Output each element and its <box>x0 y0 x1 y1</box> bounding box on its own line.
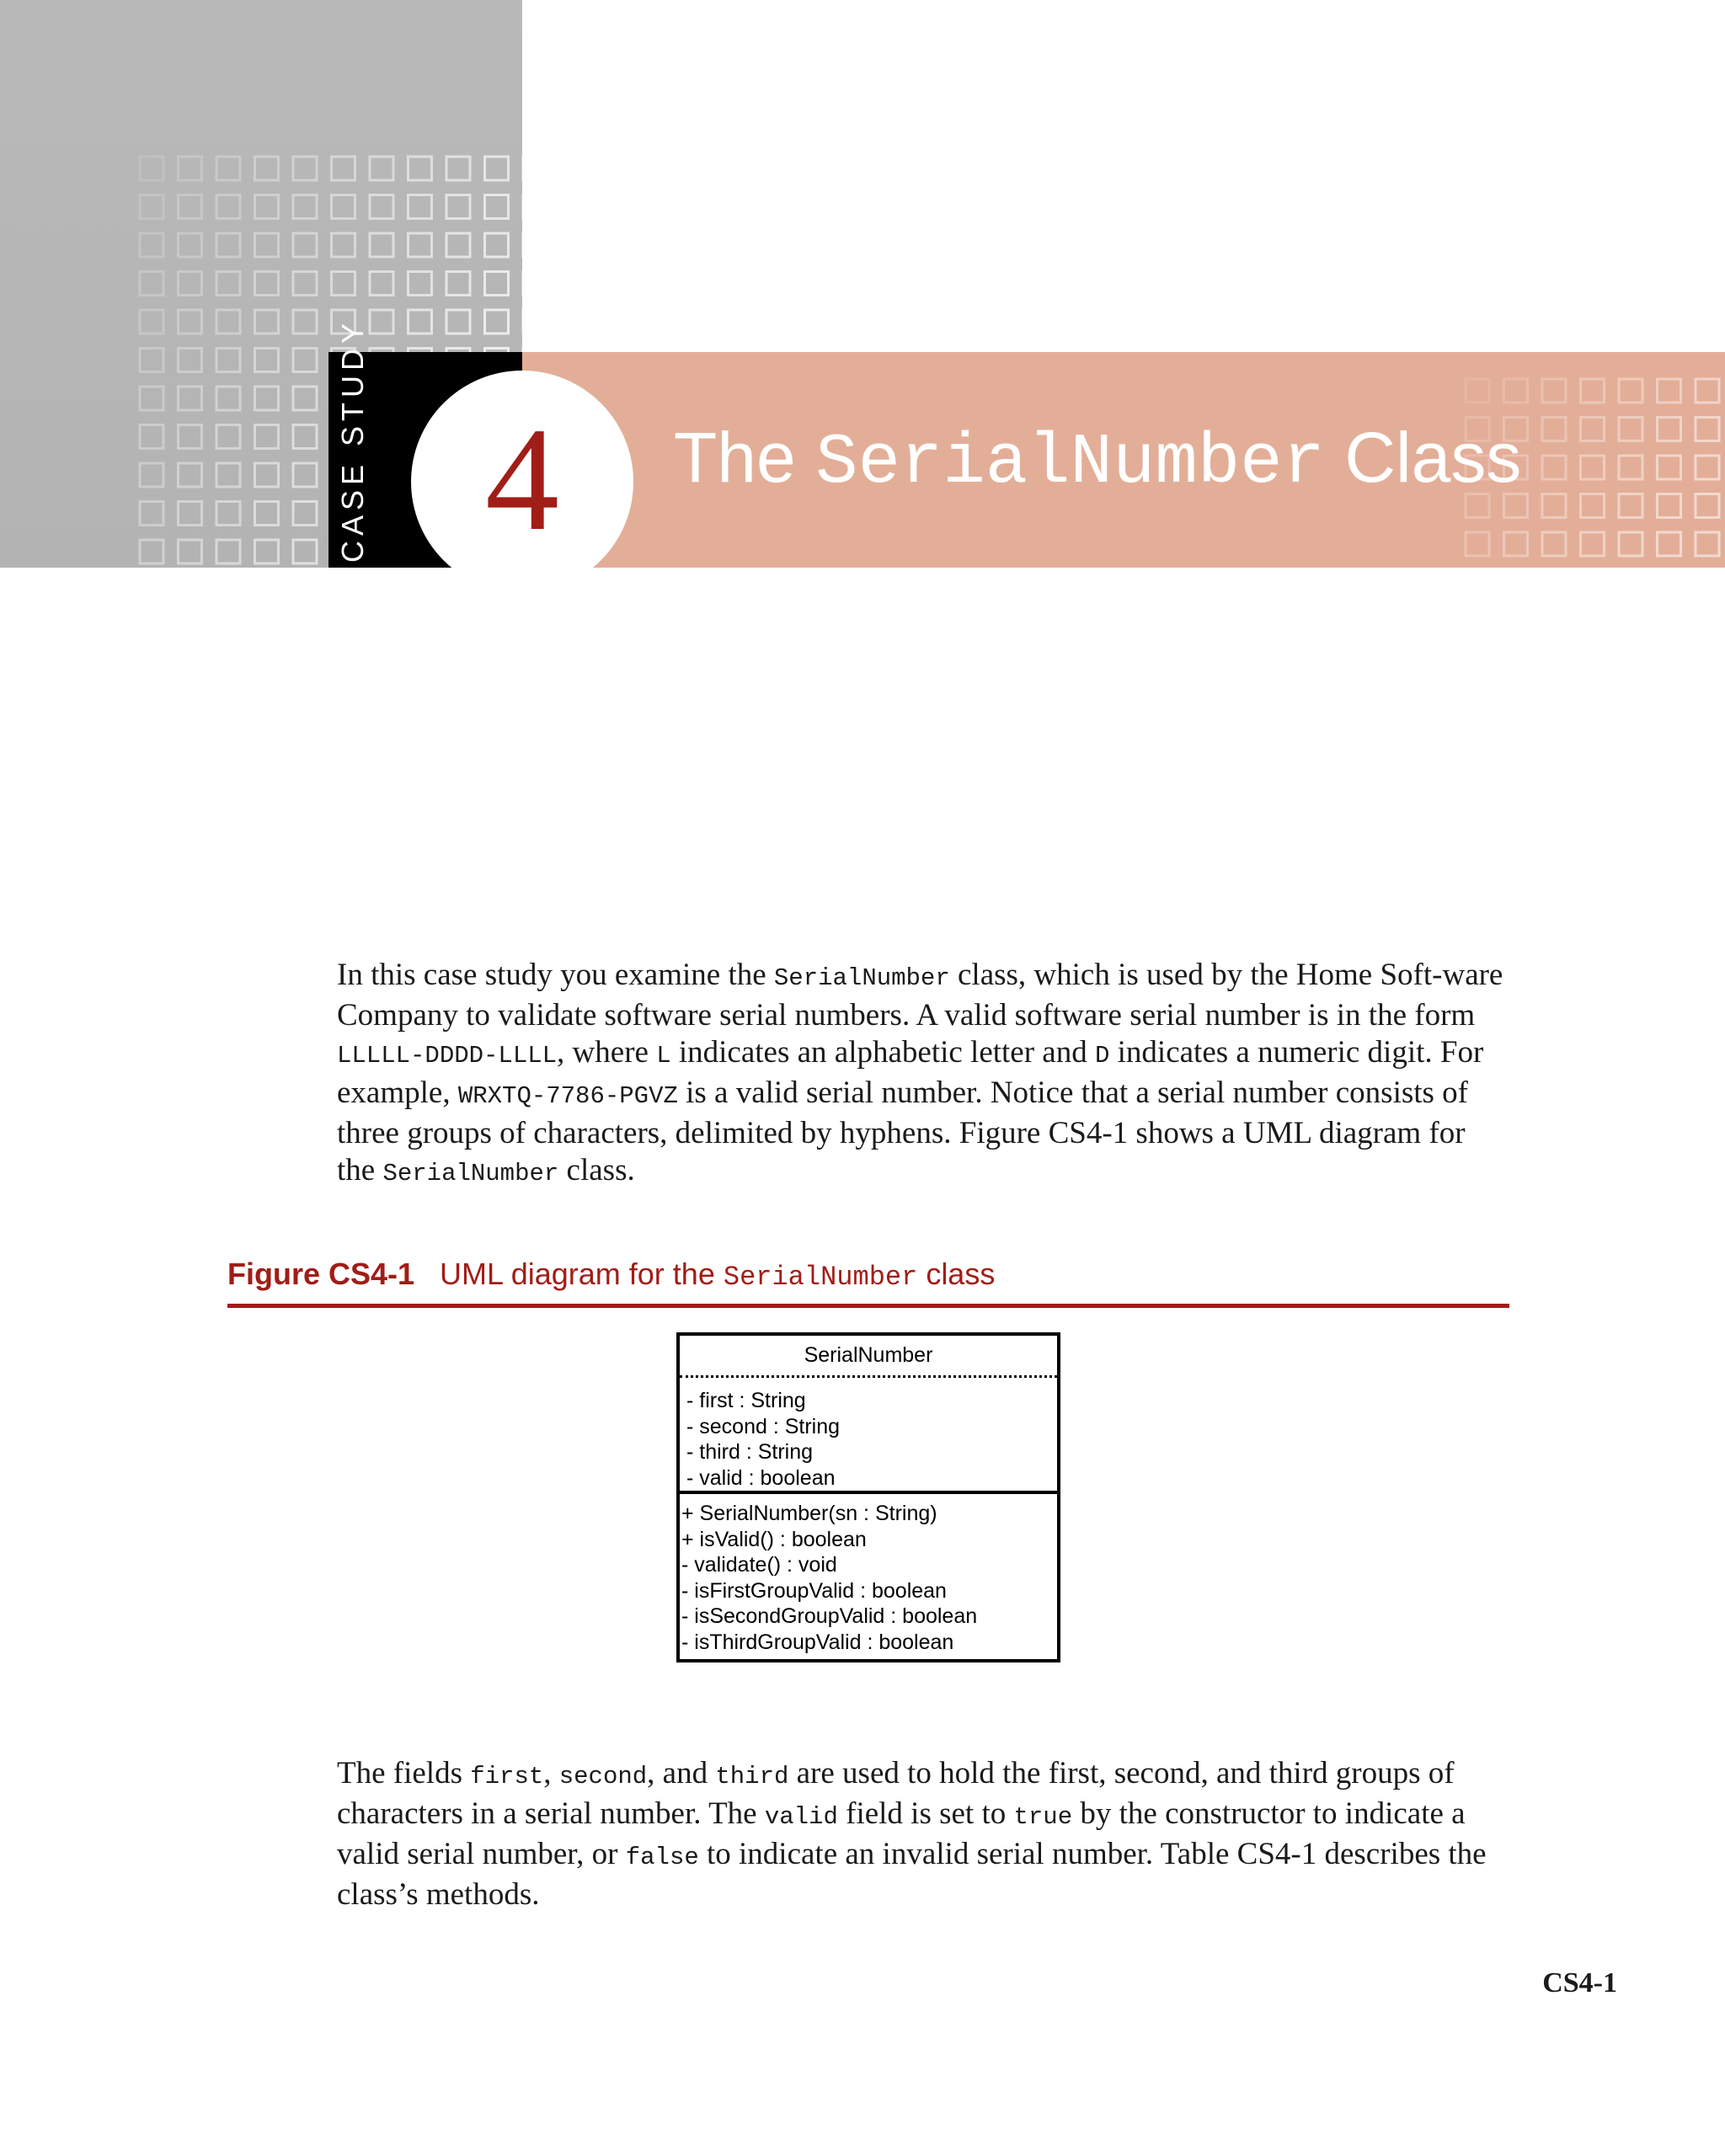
inline-code: D <box>1094 1042 1110 1070</box>
uml-attribute: - valid : boolean <box>686 1465 836 1490</box>
chapter-title-prefix: The <box>674 418 796 497</box>
inline-code: LLLLL-DDDD-LLLL <box>337 1042 558 1070</box>
uml-attributes-section <box>680 1378 1057 1494</box>
figure-label: Figure CS4-1 <box>227 1257 415 1291</box>
uml-attribute: - third : String <box>686 1440 814 1464</box>
inline-code: SerialNumber <box>773 964 950 992</box>
fields-paragraph: The fields first, second, and third are used to hold the first, second, and third groups of characters in a serial number. The valid field is set to true by the constructor to indicate a valid serial number, or false to indicate an invalid serial number. Table CS4-1 describes the class’s methods. <box>337 1756 1487 1912</box>
page-number: CS4-1 <box>1542 1967 1617 1999</box>
uml-method: + SerialNumber(sn : String) <box>681 1502 937 1525</box>
chapter-title-suffix: Class <box>1344 418 1522 497</box>
uml-method: + isValid() : boolean <box>681 1527 867 1551</box>
uml-class-diagram <box>676 1332 1060 1662</box>
uml-method: - isSecondGroupValid : boolean <box>681 1604 978 1628</box>
uml-method: - validate() : void <box>681 1553 837 1577</box>
inline-code: SerialNumber <box>382 1160 559 1187</box>
chapter-title-code: SerialNumber <box>815 424 1325 504</box>
chapter-title <box>674 411 1521 510</box>
figure-caption-text <box>440 1257 995 1291</box>
uml-methods-section <box>680 1494 1057 1655</box>
figure-caption <box>227 1257 1509 1308</box>
uml-class-name: SerialNumber <box>680 1336 1057 1378</box>
inline-code: second <box>558 1763 648 1790</box>
inline-code: true <box>1013 1803 1073 1831</box>
inline-code: first <box>470 1763 544 1790</box>
inline-code: valid <box>764 1803 838 1831</box>
figure-caption-suffix: class <box>926 1257 996 1291</box>
inline-code: WRXTQ-7786-PGVZ <box>457 1082 678 1110</box>
figure-caption-code: SerialNumber <box>723 1262 918 1293</box>
uml-attribute: - first : String <box>686 1389 806 1412</box>
case-study-label: CASE STUDY <box>335 318 370 563</box>
inline-code: third <box>715 1763 789 1790</box>
uml-method: - isFirstGroupValid : boolean <box>681 1578 947 1603</box>
intro-paragraph: In this case study you examine the SerialNumber class, which is used by the Home Soft-ware Company to validate software serial numbers. A valid software serial number is in the form LLLLL-DDDD-LLLL, where L indicates an alphabetic letter and D indicates a numeric digit. For example, WRXTQ-7786-PGVZ is a valid serial number. Notice that a serial number consists of three groups of characters, delimited by hyphens. Figure CS4-1 shows a UML diagram for the SerialNumber class. <box>337 958 1503 1187</box>
chapter-number: 4 <box>485 398 559 562</box>
inline-code: L <box>656 1042 671 1070</box>
uml-attribute: - second : String <box>686 1414 841 1438</box>
uml-method: - isThirdGroupValid : boolean <box>681 1630 954 1654</box>
figure-caption-prefix: UML diagram for the <box>440 1257 715 1291</box>
inline-code: false <box>625 1844 699 1871</box>
